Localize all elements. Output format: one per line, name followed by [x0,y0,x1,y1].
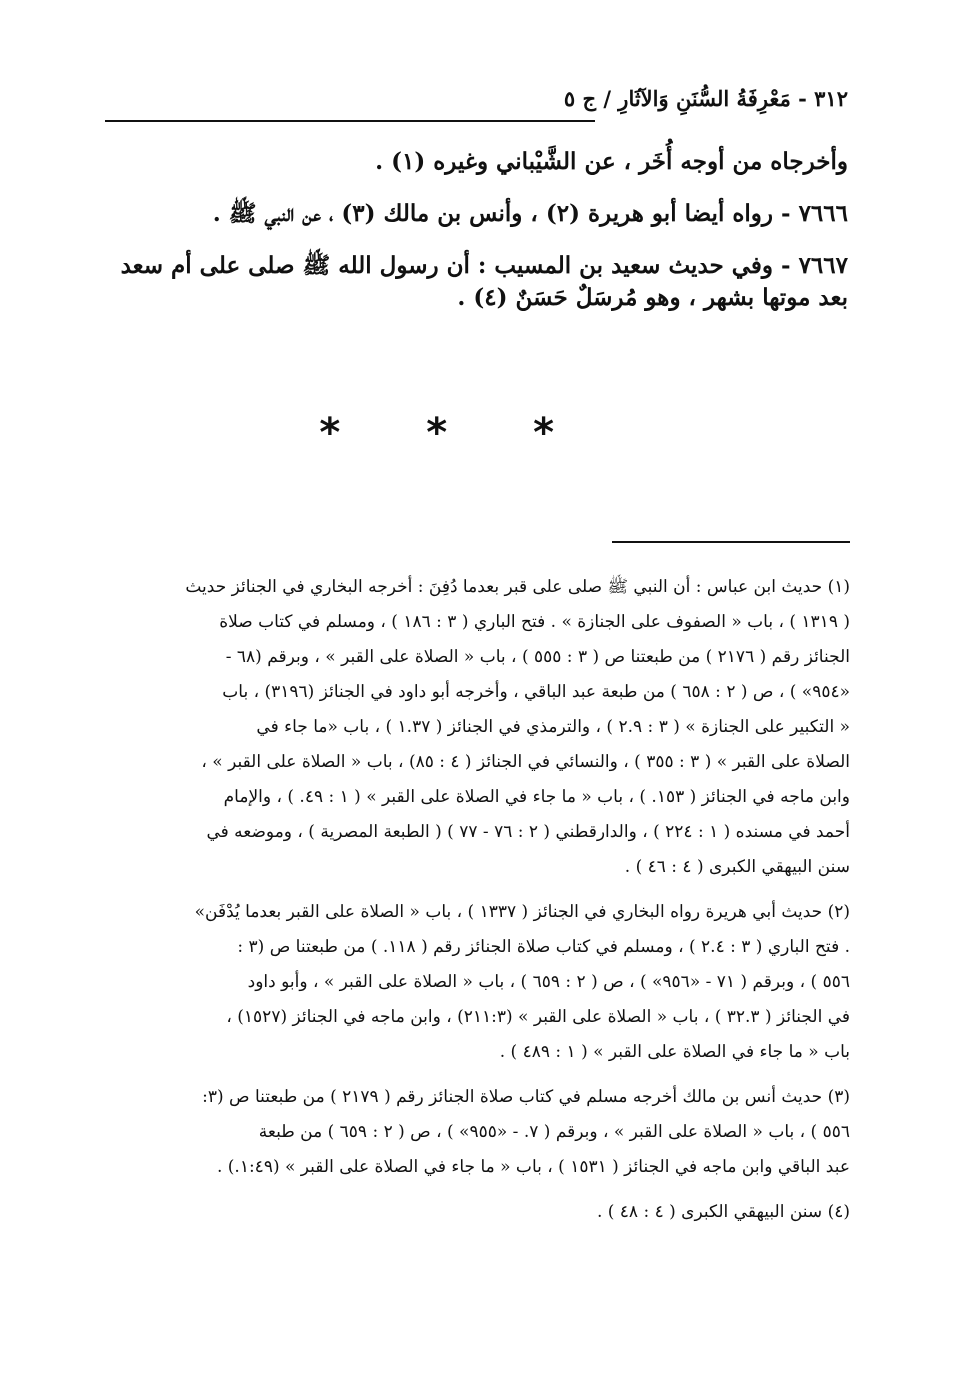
paragraph-1: وأخرجاه من أوجه أُخَر ، عن الشَّيْباني وغيره (١) . [375,148,848,175]
running-head-title: ٣١٢ - مَعْرِفَةُ السُّنَنِ وَالآثَارِ / ج ٥ [563,86,848,111]
footnote-3-line: عبد الباقي وابن ماجه في الجنائز ( ١٥٣١ ) ، باب « ما جاء في الصلاة على القبر » (١:٤٩.) . [216,1157,850,1177]
hadith-7666: ٧٦٦٦ - رواه أيضا أبو هريرة (٢) ، وأنس بن مالك (٣) ، عن النبي ﷺ . [212,200,848,227]
footnote-2-line: في الجنائز ( ٣٢.٣ ) ، باب « الصلاة على القبر » (٢١١:٣) ، وابن ماجه في الجنائز (١٥٢٧) ، [226,1007,850,1027]
hadith-7667 [105,250,848,314]
section-separator: * * * [319,410,590,456]
footnote-2-line: (٢) حديث أبي هريرة رواه البخاري في الجنائز ( ١٣٣٧ ) ، باب « الصلاة على القبر بعدما يُدْفَن» [194,902,850,922]
footnote-3-line: (٣) حديث أنس بن مالك أخرجه مسلم في كتاب صلاة الجنائز رقم ( ٢١٧٩ ) من طبعتنا ص (٣: [202,1087,850,1107]
footnote-1 [105,570,850,885]
hadith-7667-line-2: بعد موتها بشهر ، وهو مُرسَلٌ حَسَنٌ (٤) . [457,284,848,311]
footnote-1-line: الصلاة على القبر » ( ٣ : ٣٥٥ ) ، والنسائي في الجنائز ( ٤ : ٨٥) ، باب « الصلاة على القبر » ، [201,752,850,772]
footnote-2-line: . فتح الباري ( ٣ : ٢.٤ ) ، ومسلم في كتاب صلاة الجنائز رقم ( ١١٨. ) من طبعتنا ص (٣ : [237,937,850,957]
footnote-1-line: أحمد في مسنده ( ١ : ٢٢٤ ) ، والدارقطني ( ٢ : ٧٦ - ٧٧ ) ( الطبعة المصرية ) ، وموضعه في [206,822,850,842]
footnote-2-line: باب « ما جاء في الصلاة على القبر » ( ١ : ٤٨٩ ) . [499,1042,850,1062]
footnote-1-line: ( ١٣١٩ ) ، باب « الصفوف على الجنازة » . فتح الباري ( ٣ : ١٨٦ ) ، ومسلم في كتاب صلاة [219,612,850,632]
footnote-3-line: ٥٥٦ ) ، باب « الصلاة على القبر » ، وبرقم ( ٧. - «٩٥٥» ) ، ص ( ٢ : ٦٥٩ ) من طبعة [258,1122,850,1142]
footnote-4: (٤) سنن البيهقي الكبرى ( ٤ : ٤٨ ) . [596,1202,850,1222]
footnote-1-line: الجنائز رقم ( ٢١٧٦ ) من طبعتنا ص ( ٣ : ٥٥٥ ) ، باب « الصلاة على القبر » ، وبرقم (٦٨ - [225,647,850,667]
footnote-rule [612,541,850,543]
footnote-1-line: (١) حديث ابن عباس : أن النبي ﷺ صلى على قبر بعدما دُفِنَ : أخرجه البخاري في الجنائز حديث [185,577,850,597]
header-rule [105,120,595,122]
hadith-7667-line-1: ٧٦٦٧ - وفي حديث سعيد بن المسيب : أن رسول الله ﷺ صلى على أم سعد [120,252,848,279]
footnote-2 [105,895,850,1070]
footnote-1-line: «٩٥٤» ) ، ص ( ٢ : ٦٥٨ ) من طبعة عبد الباقي ، وأخرجه أبو داود في الجنائز (٣١٩٦) ، باب [222,682,850,702]
running-head [105,86,848,122]
main-text [105,146,848,334]
footnote-3 [105,1080,850,1185]
footnote-1-line: وابن ماجه في الجنائز ( ١٥٣. ) ، باب « ما جاء في الصلاة على القبر » ( ١ : ٤٩. ) ، والإمام [223,787,850,807]
footnote-1-line: سنن البيهقي الكبرى ( ٤ : ٤٦ ) . [624,857,850,877]
footnotes [105,570,850,1240]
footnote-2-line: ٥٥٦ ) ، وبرقم ( ٧١ - «٩٥٦» ) ، ص ( ٢ : ٦٥٩ ) ، باب « الصلاة على القبر » ، وأبو داود [247,972,850,992]
footnote-1-line: « التكبير على الجنازة » ( ٣ : ٢.٩ ) ، والترمذي في الجنائز ( ١.٣٧ ) ، باب «ما جاء في [256,717,850,737]
